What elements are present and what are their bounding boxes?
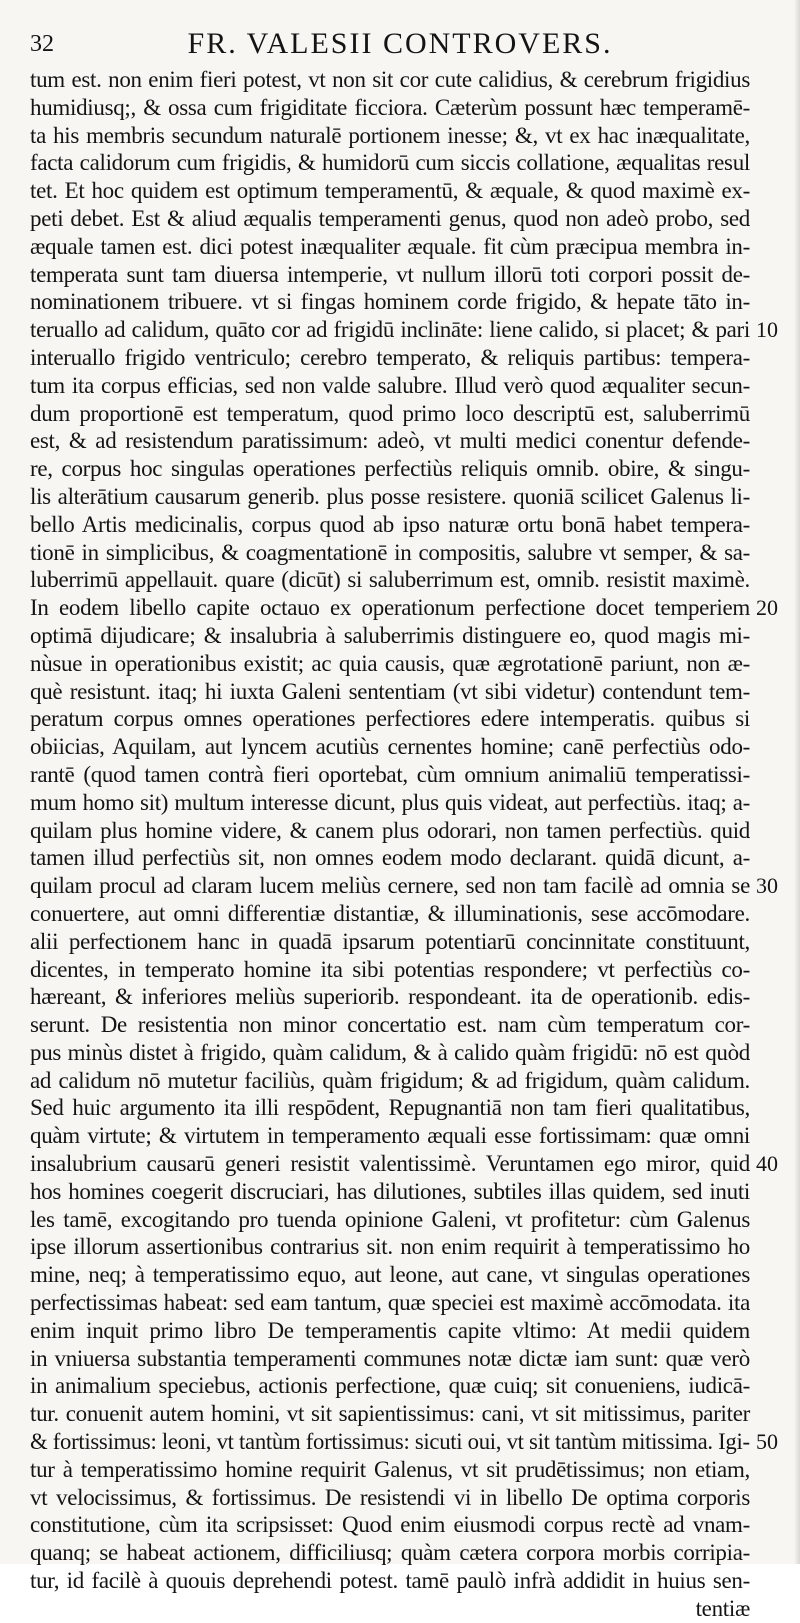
running-title: FR. VALESII CONTROVERS. [187,27,613,60]
text-line: tum est. non enim fieri potest, vt non sit cor cute calidius, & cerebrum frigidius [30,67,750,92]
page-edge-shadow [794,0,800,1564]
page-number: 32 [30,31,54,57]
text-line: vt velocissimus, & fortissimus. De resistendi vi in libello De optima corporis [30,1484,750,1510]
text-line: teruallo ad calidum, quāto cor ad frigidū inclināte: liene calido, si placet; & pari [30,317,750,343]
text-line: obiicias, Aquilam, aut lyncem acutiùs cernentes homine; canē perfectiùs odo- [30,734,750,760]
text-line: lis alterātium causarum generib. plus posse resistere. quoniā scilicet Galenus li- [30,483,750,509]
text-line: ipse illorum assertionibus contrarius sit. non enim requirit à temperatissimo ho [30,1234,750,1260]
text-line: mine, neq; à temperatissimo equo, aut leone, aut cane, vt singulas operationes [30,1262,750,1288]
text-line: tur à temperatissimo homine requirit Galenus, vt sit prudētissimus; non etiam, [30,1456,750,1482]
text-line: & fortissimus: leoni, vt tantùm fortissimus: sicuti oui, vt sit tantùm mitissima. Igi- [30,1429,750,1455]
text-line: conuertere, aut omni differentiæ distantiæ, & illuminationis, sese accōmodare. [30,900,750,926]
text-line: quilam plus homine videre, & canem plus odorari, non tamen perfectiùs. quid [30,817,750,843]
text-line: temperata sunt tam diuersa intemperie, vt nullum illorū toti corpori possit de- [30,261,750,287]
text-line: dicentes, in temperato homine ita sibi potentias respondere; vt perfectiùs co- [30,956,750,982]
text-line: ta his membris secundum naturalē portionem inesse; &, vt ex hac inæqualitate, [30,122,750,148]
text-line: constitutione, cùm ita scripsisset: Quod enim eiusmodi corpus rectè ad vnam- [30,1512,750,1538]
text-line: nùsue in operationibus existit; ac quia causis, quæ ægrotationē pariunt, non æ- [30,650,750,676]
margin-line-number: 40 [756,1151,778,1177]
text-line: perfectissimas habeat: sed eam tantum, quæ speciei est maximè accōmodata. ita [30,1290,750,1316]
margin-line-number: 10 [756,317,778,343]
text-line: ad calidum nō mutetur faciliùs, quàm frigidum; & ad frigidum, quàm calidum. [30,1067,750,1093]
text-line: In eodem libello capite octauo ex operationum perfectione docet temperiem [30,595,750,621]
text-line: quilam procul ad claram lucem meliùs cernere, sed non tam facilè ad omnia se [30,873,750,899]
text-line: æquale tamen est. dici potest inæqualiter æquale. fit cùm præcipua membra in- [30,233,750,259]
text-line: pus minùs distet à frigido, quàm calidum, & à calido quàm frigidū: nō est quòd [30,1039,750,1065]
text-line: hos homines coegerit discruciari, has dilutiones, subtiles illas quidem, sed inuti [30,1178,750,1204]
text-line: facta calidorum cum frigidis, & humidorū cum siccis collatione, æqualitas resul [30,150,750,176]
text-line: mum homo sit) multum interesse dicunt, plus quis videat, aut perfectiùs. itaq; a- [30,789,750,815]
text-line: re, corpus hoc singulas operationes perfectiùs reliquis omnib. obire, & singu- [30,456,750,482]
text-line: tur. conuenit autem homini, vt sit sapientissimus: cani, vt sit mitissimus, pariter [30,1401,750,1427]
text-line: in animalium speciebus, actionis perfectione, quæ cuiq; sit conueniens, iudicā- [30,1373,750,1399]
text-line: in vniuersa substantia temperamenti communes notæ dictæ iam sunt: quæ verò [30,1345,750,1371]
text-line: Sed huic argumento ita illi respōdent, Repugnantiā non tam fieri qualitatibus, [30,1095,750,1121]
text-line: est, & ad resistendum paratissimum: adeò, vt multi medici conentur defende- [30,428,750,454]
text-line: alii perfectionem hanc in quadā ipsarum potentiarū concinnitate constituunt, [30,928,750,954]
text-line: peti debet. Est & aliud æqualis temperamenti genus, quod non adeò probo, sed [30,205,750,231]
text-line: bello Artis medicinalis, corpus quod ab ipso naturæ ortu bonā habet tempera- [30,511,750,537]
text-line: tur, id facilè à quouis deprehendi potest. tamē paulò infrà addidit in huius sen- [30,1568,750,1594]
text-line: luberrimū appellauit. quare (dicūt) si saluberrimum est, omnib. resistit maximè. [30,567,750,593]
margin-line-number: 20 [756,595,778,621]
text-line: enim inquit primo libro De temperamentis capite vltimo: At medii quidem [30,1317,750,1343]
text-line: hæreant, & inferiores meliùs superiorib. respondeant. ita de operationib. edis- [30,984,750,1010]
margin-line-number: 30 [756,873,778,899]
text-line: peratum corpus omnes operationes perfectiores edere intemperatis. quibus si [30,706,750,732]
text-line: quanq; se habeat actionem, difficiliusq; quàm cætera corpora morbis corripia- [30,1540,750,1566]
text-line: insalubrium causarū generi resistit valentissimè. Veruntamen ego miror, quid [30,1151,750,1177]
text-line: interuallo frigido ventriculo; cerebro temperato, & reliquis partibus: tempera- [30,344,750,370]
text-line: què resistunt. itaq; hi iuxta Galeni sententiam (vt sibi videtur) contendunt tem- [30,678,750,704]
text-line: serunt. De resistentia non minor concertatio est. nam cùm temperatum cor- [30,1012,750,1038]
margin-line-number: 50 [756,1429,778,1455]
text-line: dum proportionē est temperatum, quod primo loco descriptū est, saluberrimū [30,400,750,426]
text-line: tionē in simplicibus, & coagmentationē in compositis, salubre vt semper, & sa- [30,539,750,565]
text-line: nominationem tribuere. vt si fingas hominem corde frigido, & hepate tāto in- [30,289,750,315]
text-line: humidiusq;, & ossa cum frigiditate ficciora. Cæterùm possunt hæc temperamē- [30,94,750,120]
text-line: optimā dijudicare; & insalubria à saluberrimis distinguere eo, quod magis mi- [30,622,750,648]
body-text [30,66,750,1623]
catchword: tentiæ [695,1595,750,1621]
text-line: rantē (quod tamen contrà fieri oportebat, cùm omnium animaliū temperatissi- [30,761,750,787]
text-line: quàm virtute; & virtutem in temperamento æquali esse fortissimam: quæ omni [30,1123,750,1149]
text-line: tet. Et hoc quidem est optimum temperamentū, & æquale, & quod maximè ex- [30,178,750,204]
text-line: tum ita corpus efficias, sed non valde salubre. Illud verò quod æqualiter secun- [30,372,750,398]
text-line: tamen illud perfectiùs sit, non omnes eodem modo declarant. quidā dicunt, a- [30,845,750,871]
text-line: les tamē, excogitando pro tuenda opinione Galeni, vt profitetur: cùm Galenus [30,1206,750,1232]
